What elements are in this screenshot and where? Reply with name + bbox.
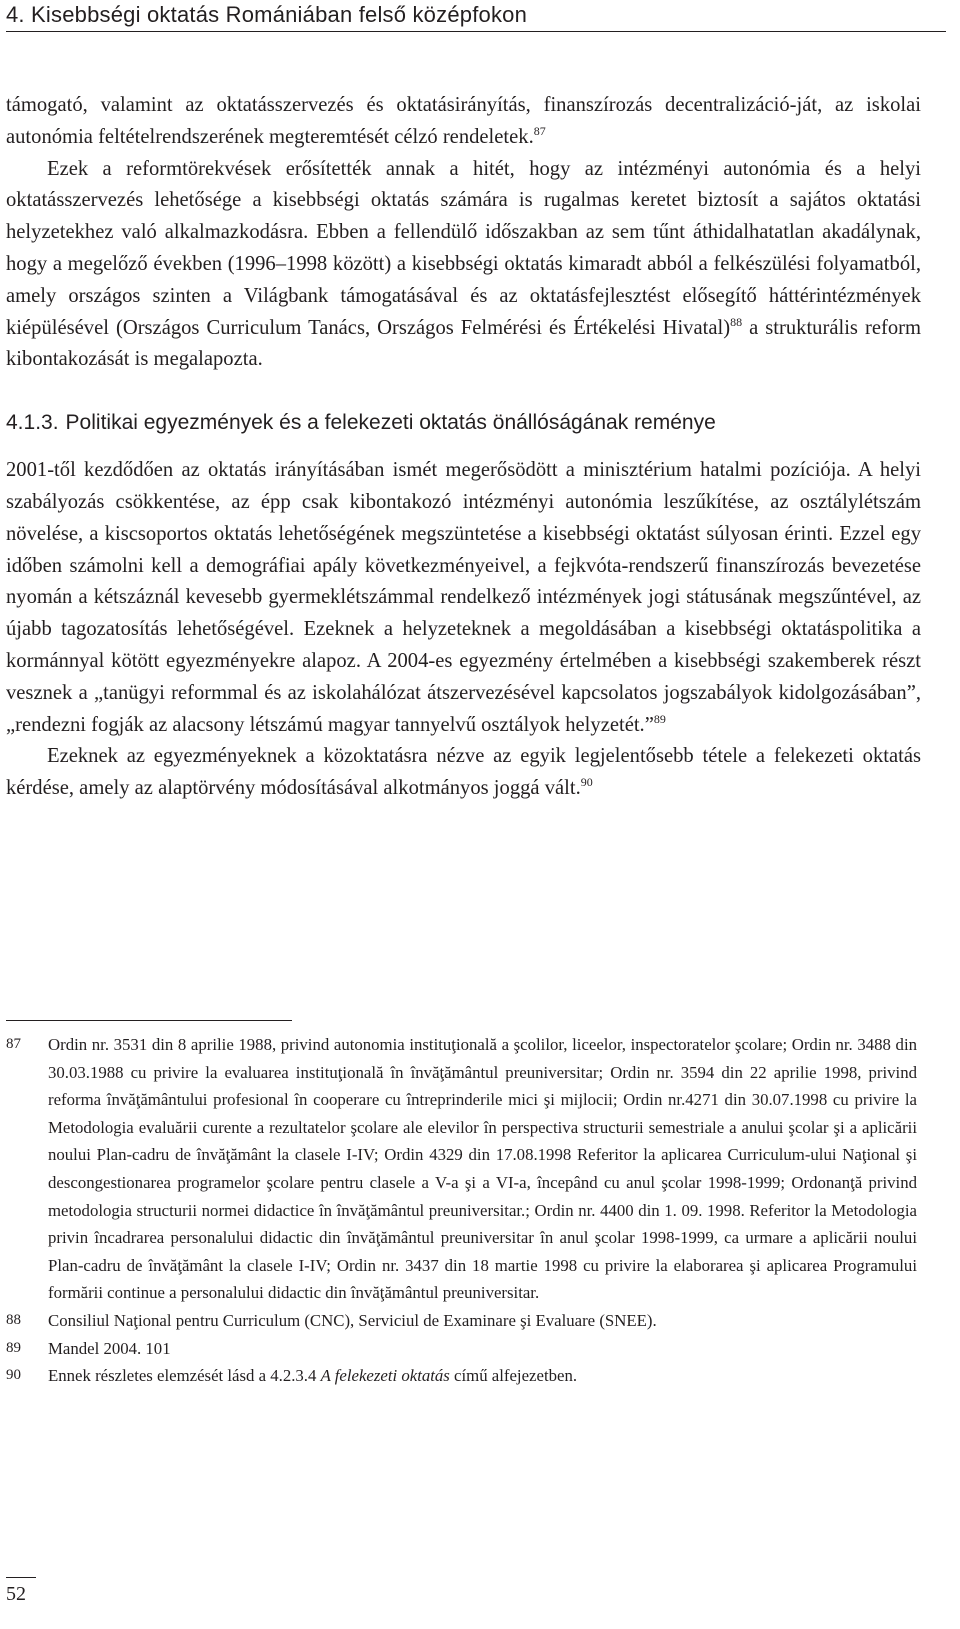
footnote-text: Ennek részletes elemzését lásd a 4.2.3.4 <box>48 1366 321 1386</box>
body-text <box>6 90 921 805</box>
footnote-89 <box>6 1335 917 1363</box>
paragraph-text: Ezeknek az egyezményeknek a közoktatásra nézve az egyik legjelentősebb tétele a felekezeti oktatás kérdése, amely az alaptörvény módosításával alkotmányos joggá vált. <box>6 745 921 800</box>
section-heading <box>6 408 921 438</box>
paragraph-gap <box>6 376 921 394</box>
section-title: Politikai egyezmények és a felekezeti oktatás önállóságának reménye <box>65 411 716 435</box>
footnote-ref-88[interactable]: 88 <box>730 314 743 329</box>
paragraph-text: a strukturális reform kibontakozását is megalapozta. <box>6 316 921 371</box>
footnote-87 <box>6 1031 917 1307</box>
footnote-number: 87 <box>6 1036 21 1052</box>
running-header-title: 4. Kisebbségi oktatás Romániában felső középfokon <box>6 2 528 27</box>
footnote-text: Ordin nr. 3531 din 8 aprilie 1988, privind autonomia instituţională a şcolilor, liceelor, inspectoratelor şcolare; Ordin nr. 3488 din 30.03.1988 cu privire la evaluarea instituţională în învăţământul preuniversitar; Ordin nr. 3594 din 22 aprilie 1998, privind reforma învăţământului profesional în cooperare cu întreprinderile mici şi mijlocii; Ordin nr.4271 din 30.07.1998 cu privire la Metodologia evaluării curente a rezultatelor şcolare ale elevilor în perspectiva structurii semestriale a anului şcolar şi a aplicării noului Plan-cadru de învăţământ la clasele I-IV; Ordin 4329 din 17.08.1998 Referitor la aplicarea Curriculum-ului Naţional şi descongestionarea programelor şcolare pentru clasele a V-a şi a VI-a, începând cu anul şcolar 1998-1999; Ordonanţă privind metodologia structurii normei didactice în învăţământul preuniversitar.; Ordin nr. 4400 din 1. 09. 1998. Referitor la Metodologia privin încadrarea personalului didactic din învăţământul preuniversitar în anul şcolar 1998-1999, ca urmare a aplicării noului Plan-cadru de învăţământ la clasele I-IV; Ordin nr. 3437 din 18 martie 1998 cu privire la elaborarea şi aplicarea Programului formării continue a personalului didactic din învăţământul preuniversitar. <box>48 1035 917 1303</box>
section-number: 4.1.3. <box>6 411 59 435</box>
footnote-88 <box>6 1307 917 1335</box>
paragraph-continuation <box>6 90 921 154</box>
paragraph-reform-aspirations <box>6 154 921 377</box>
footnote-text: Mandel 2004. 101 <box>48 1338 171 1358</box>
footnotes <box>6 1031 917 1390</box>
footnote-90 <box>6 1362 917 1390</box>
footnote-text: Consiliul Naţional pentru Curriculum (CNC), Serviciul de Examinare şi Evaluare (SNEE). <box>48 1310 657 1330</box>
running-header <box>6 0 946 32</box>
footnote-number: 89 <box>6 1339 21 1356</box>
paragraph-text: támogató, valamint az oktatásszervezés és oktatásirányítás, finanszírozás decentralizáció-ját, az iskolai autonómia feltételrendszerének megteremtését célzó rendeletek. <box>6 94 921 148</box>
footnote-text: című alfejezetben. <box>449 1366 578 1386</box>
paragraph-denominational-education <box>6 741 921 805</box>
footnote-separator <box>6 1020 292 1021</box>
footnote-ref-87[interactable]: 87 <box>533 123 546 138</box>
paragraph-text: Ezek a reformtörekvések erősítették annak a hitét, hogy az intézményi autonómia és a helyi oktatásszervezés lehetősége a kisebbségi oktatás számára is rugalmas keretet biztosít a sajátos oktatási helyzetekhez való alkalmazkodásra. Ebben a fellendülő időszakban az sem tűnt áthidalhatatlan akadálynak, hogy a megelőző években (1996–1998 között) a kisebbségi oktatás kimaradt abból a felkészülési folyamatból, amely országos szinten a Világbank támogatásával és az oktatásfejlesztést elősegítő háttérintézmények kiépülésével (Országos Curriculum Tanács, Országos Felmérési és Értékelési Hivatal) <box>6 157 921 339</box>
footnote-italic-title: A felekezeti oktatás <box>320 1366 450 1386</box>
page-number: 52 <box>6 1577 36 1608</box>
footnote-ref-90[interactable]: 90 <box>580 775 593 790</box>
footnote-number: 88 <box>6 1311 21 1328</box>
paragraph-political-agreements <box>6 455 921 741</box>
paragraph-text: 2001-től kezdődően az oktatás irányításában ismét megerősödött a minisztérium hatalmi pozíciója. A helyi szabályozás csökkentése, az épp csak kibontakozó intézményi autonómia leszűkítése, az osztálylétszám növelése, a kiscsoportos oktatás lehetőségének megszüntetése a kisebbségi oktatást súlyosan érinti. Ezzel egy időben számolni kell a demográfiai apály következményeivel, a fejkvóta-rendszerű finanszírozás bevezetése nyomán a kétszáznál kevesebb gyermeklétszámmal rendelkező intézmények jogi státusának megszűntével, az újabb tagozatosítás lehetőségével. Ezeknek a helyzeteknek a megoldásában a kisebbségi oktatáspolitika a kormánnyal kötött egyezményekre alapoz. A 2004-es egyezmény értelmében a kisebbségi szakemberek részt vesznek a „tanügyi reformmal és az iskolahálózat átszervezésével kapcsolatos jogszabályok kidolgozásában”, „rendezni fogják az alacsony létszámú magyar tannyelvű osztályok helyzetét.” <box>6 459 921 736</box>
footnote-number: 90 <box>6 1367 21 1384</box>
footnote-ref-89[interactable]: 89 <box>653 711 666 726</box>
